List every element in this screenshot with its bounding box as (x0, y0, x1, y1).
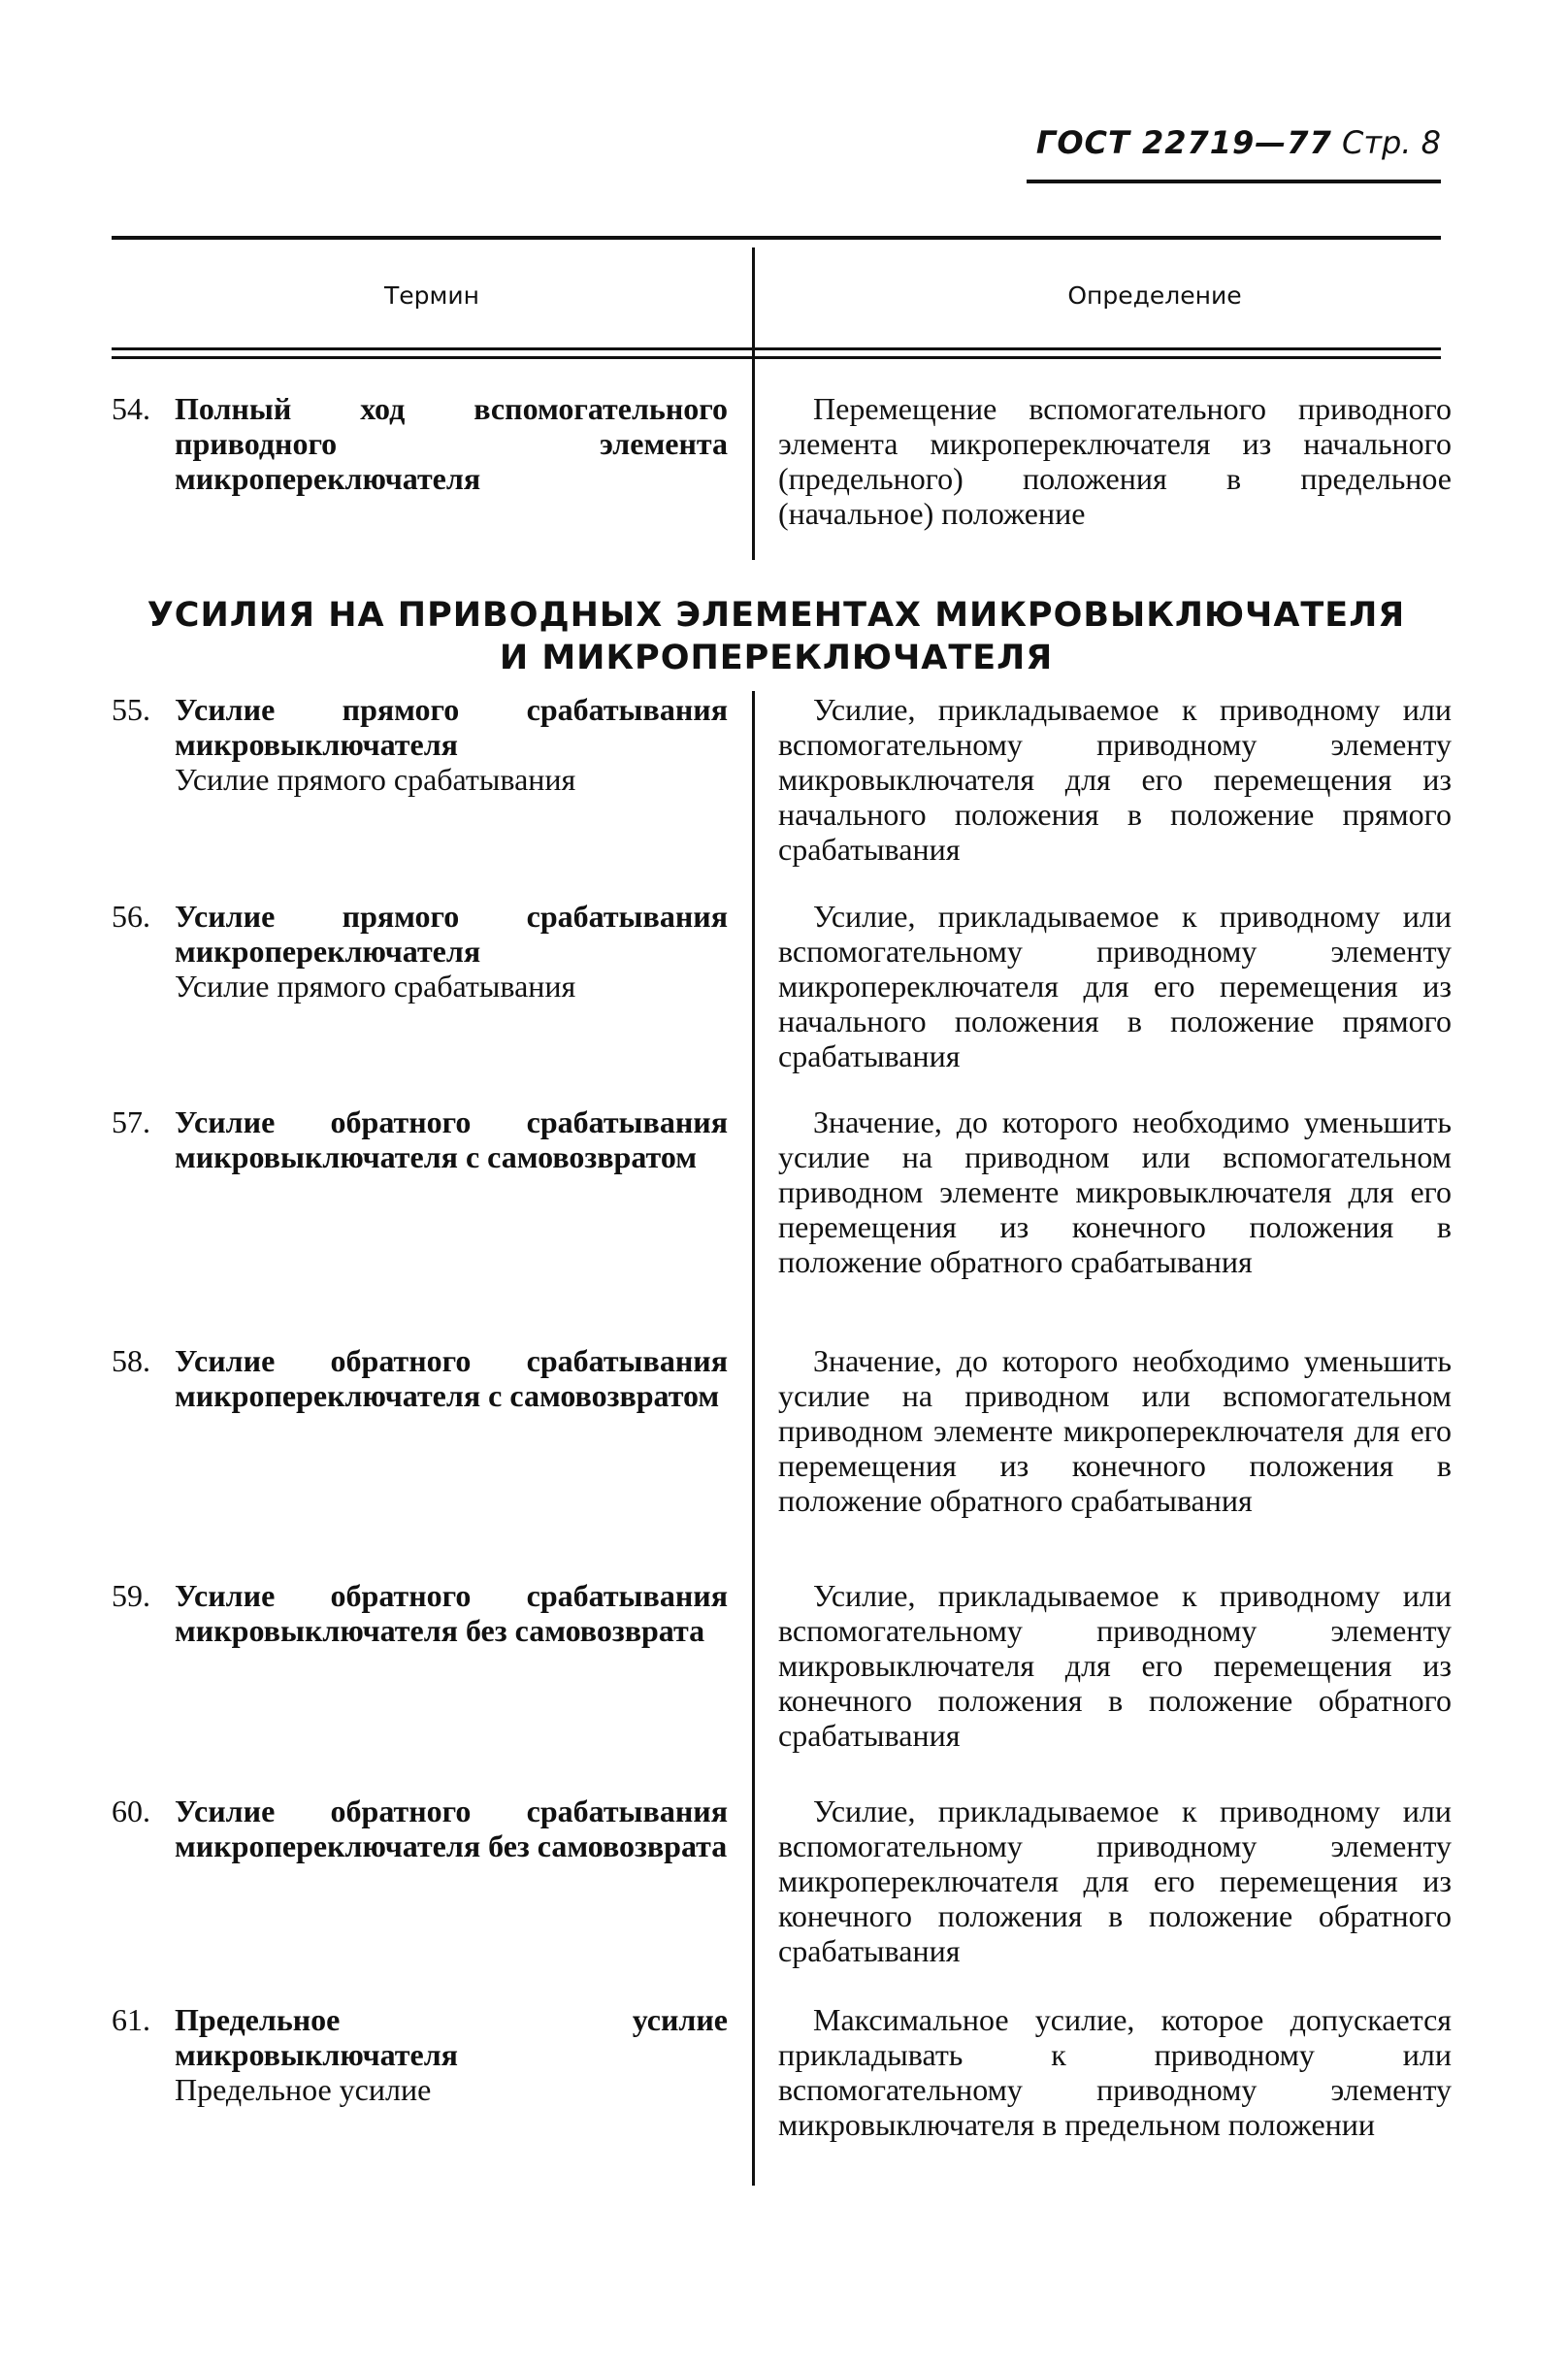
entry-number: 60. (112, 1794, 150, 1828)
section-title (112, 594, 1441, 679)
entry-term (175, 899, 728, 1004)
section-title-line: УСИЛИЯ НА ПРИВОДНЫХ ЭЛЕМЕНТАХ МИКРОВЫКЛЮЧАТЕЛЯ (147, 596, 1406, 635)
column-header-term: Термин (384, 281, 479, 310)
section-title-line: И МИКРОПЕРЕКЛЮЧАТЕЛЯ (499, 639, 1054, 677)
entry-term (175, 1794, 728, 1863)
header-rule (1027, 180, 1441, 183)
entry-definition: Значение, до которого необходимо уменьшить усилие на приводном или вспомогательном приводном элементе микровыключателя для его перемещения из конечного положения в положение обратного срабатывания (778, 1104, 1452, 1279)
term-name: Усилие прямого срабатывания микропереключателя (175, 899, 728, 969)
standard-number: ГОСТ 22719—77 (1035, 124, 1332, 161)
entry-definition: Значение, до которого необходимо уменьшить усилие на приводном или вспомогательном приводном элементе микропереключателя для его перемещения из конечного положения в положение обратного срабатывания (778, 1343, 1452, 1518)
entry-definition: Максимальное усилие, которое допускается прикладывать к приводному или вспомогательному приводному элементу микровыключателя в предельном положении (778, 2002, 1452, 2142)
page-number: Стр. 8 (1342, 124, 1441, 161)
column-divider (752, 356, 755, 560)
entry-definition: Усилие, прикладываемое к приводному или вспомогательному приводному элементу микропереключателя для его перемещения из конечного положения в положение обратного срабатывания (778, 1794, 1452, 1968)
entry-definition: Перемещение вспомогательного приводного элемента микропереключателя из начального (предельного) положения в предельное (начальное) положение (778, 391, 1452, 531)
column-header-definition: Определение (1067, 281, 1242, 310)
term-name: Усилие обратного срабатывания микропереключателя без самовозврата (175, 1794, 728, 1863)
entry-number: 61. (112, 2002, 150, 2037)
page-header (1036, 124, 1441, 161)
entry-number: 58. (112, 1343, 150, 1378)
entry-definition: Усилие, прикладываемое к приводному или вспомогательному приводному элементу микровыключателя для его перемещения из начального положения в положение прямого срабатывания (778, 692, 1452, 867)
entry-term (175, 1343, 728, 1413)
table-header-rule (112, 347, 1441, 350)
term-name: Усилие обратного срабатывания микровыключателя без самовозврата (175, 1578, 728, 1648)
entry-number: 59. (112, 1578, 150, 1613)
entry-term (175, 1104, 728, 1174)
table-header (112, 281, 1441, 320)
term-name: Усилие прямого срабатывания микровыключателя (175, 692, 728, 762)
entry-number: 55. (112, 692, 150, 727)
term-short-form: Предельное усилие (175, 2072, 432, 2107)
table-header-rule (112, 356, 1441, 359)
entry-definition: Усилие, прикладываемое к приводному или вспомогательному приводному элементу микровыключателя для его перемещения из конечного положения в положение обратного срабатывания (778, 1578, 1452, 1753)
term-short-form: Усилие прямого срабатывания (175, 969, 576, 1004)
column-divider (752, 247, 755, 356)
entry-number: 54. (112, 391, 150, 426)
entry-term (175, 2002, 728, 2107)
entry-number: 56. (112, 899, 150, 934)
entry-term (175, 692, 728, 797)
term-name: Усилие обратного срабатывания микровыключателя с самовозвратом (175, 1104, 728, 1174)
term-name: Предельное усилие микровыключателя (175, 2002, 728, 2072)
term-name: Усилие обратного срабатывания микропереключателя с самовозвратом (175, 1343, 728, 1413)
table-top-rule (112, 236, 1441, 240)
term-name: Полный ход вспомогательного приводного элемента микропереключателя (175, 391, 728, 496)
term-short-form: Усилие прямого срабатывания (175, 762, 576, 797)
entry-term (175, 1578, 728, 1648)
column-divider (752, 691, 755, 2186)
entry-term (175, 391, 728, 496)
entry-number: 57. (112, 1104, 150, 1139)
entry-definition: Усилие, прикладываемое к приводному или вспомогательному приводному элементу микропереключателя для его перемещения из начального положения в положение прямого срабатывания (778, 899, 1452, 1073)
